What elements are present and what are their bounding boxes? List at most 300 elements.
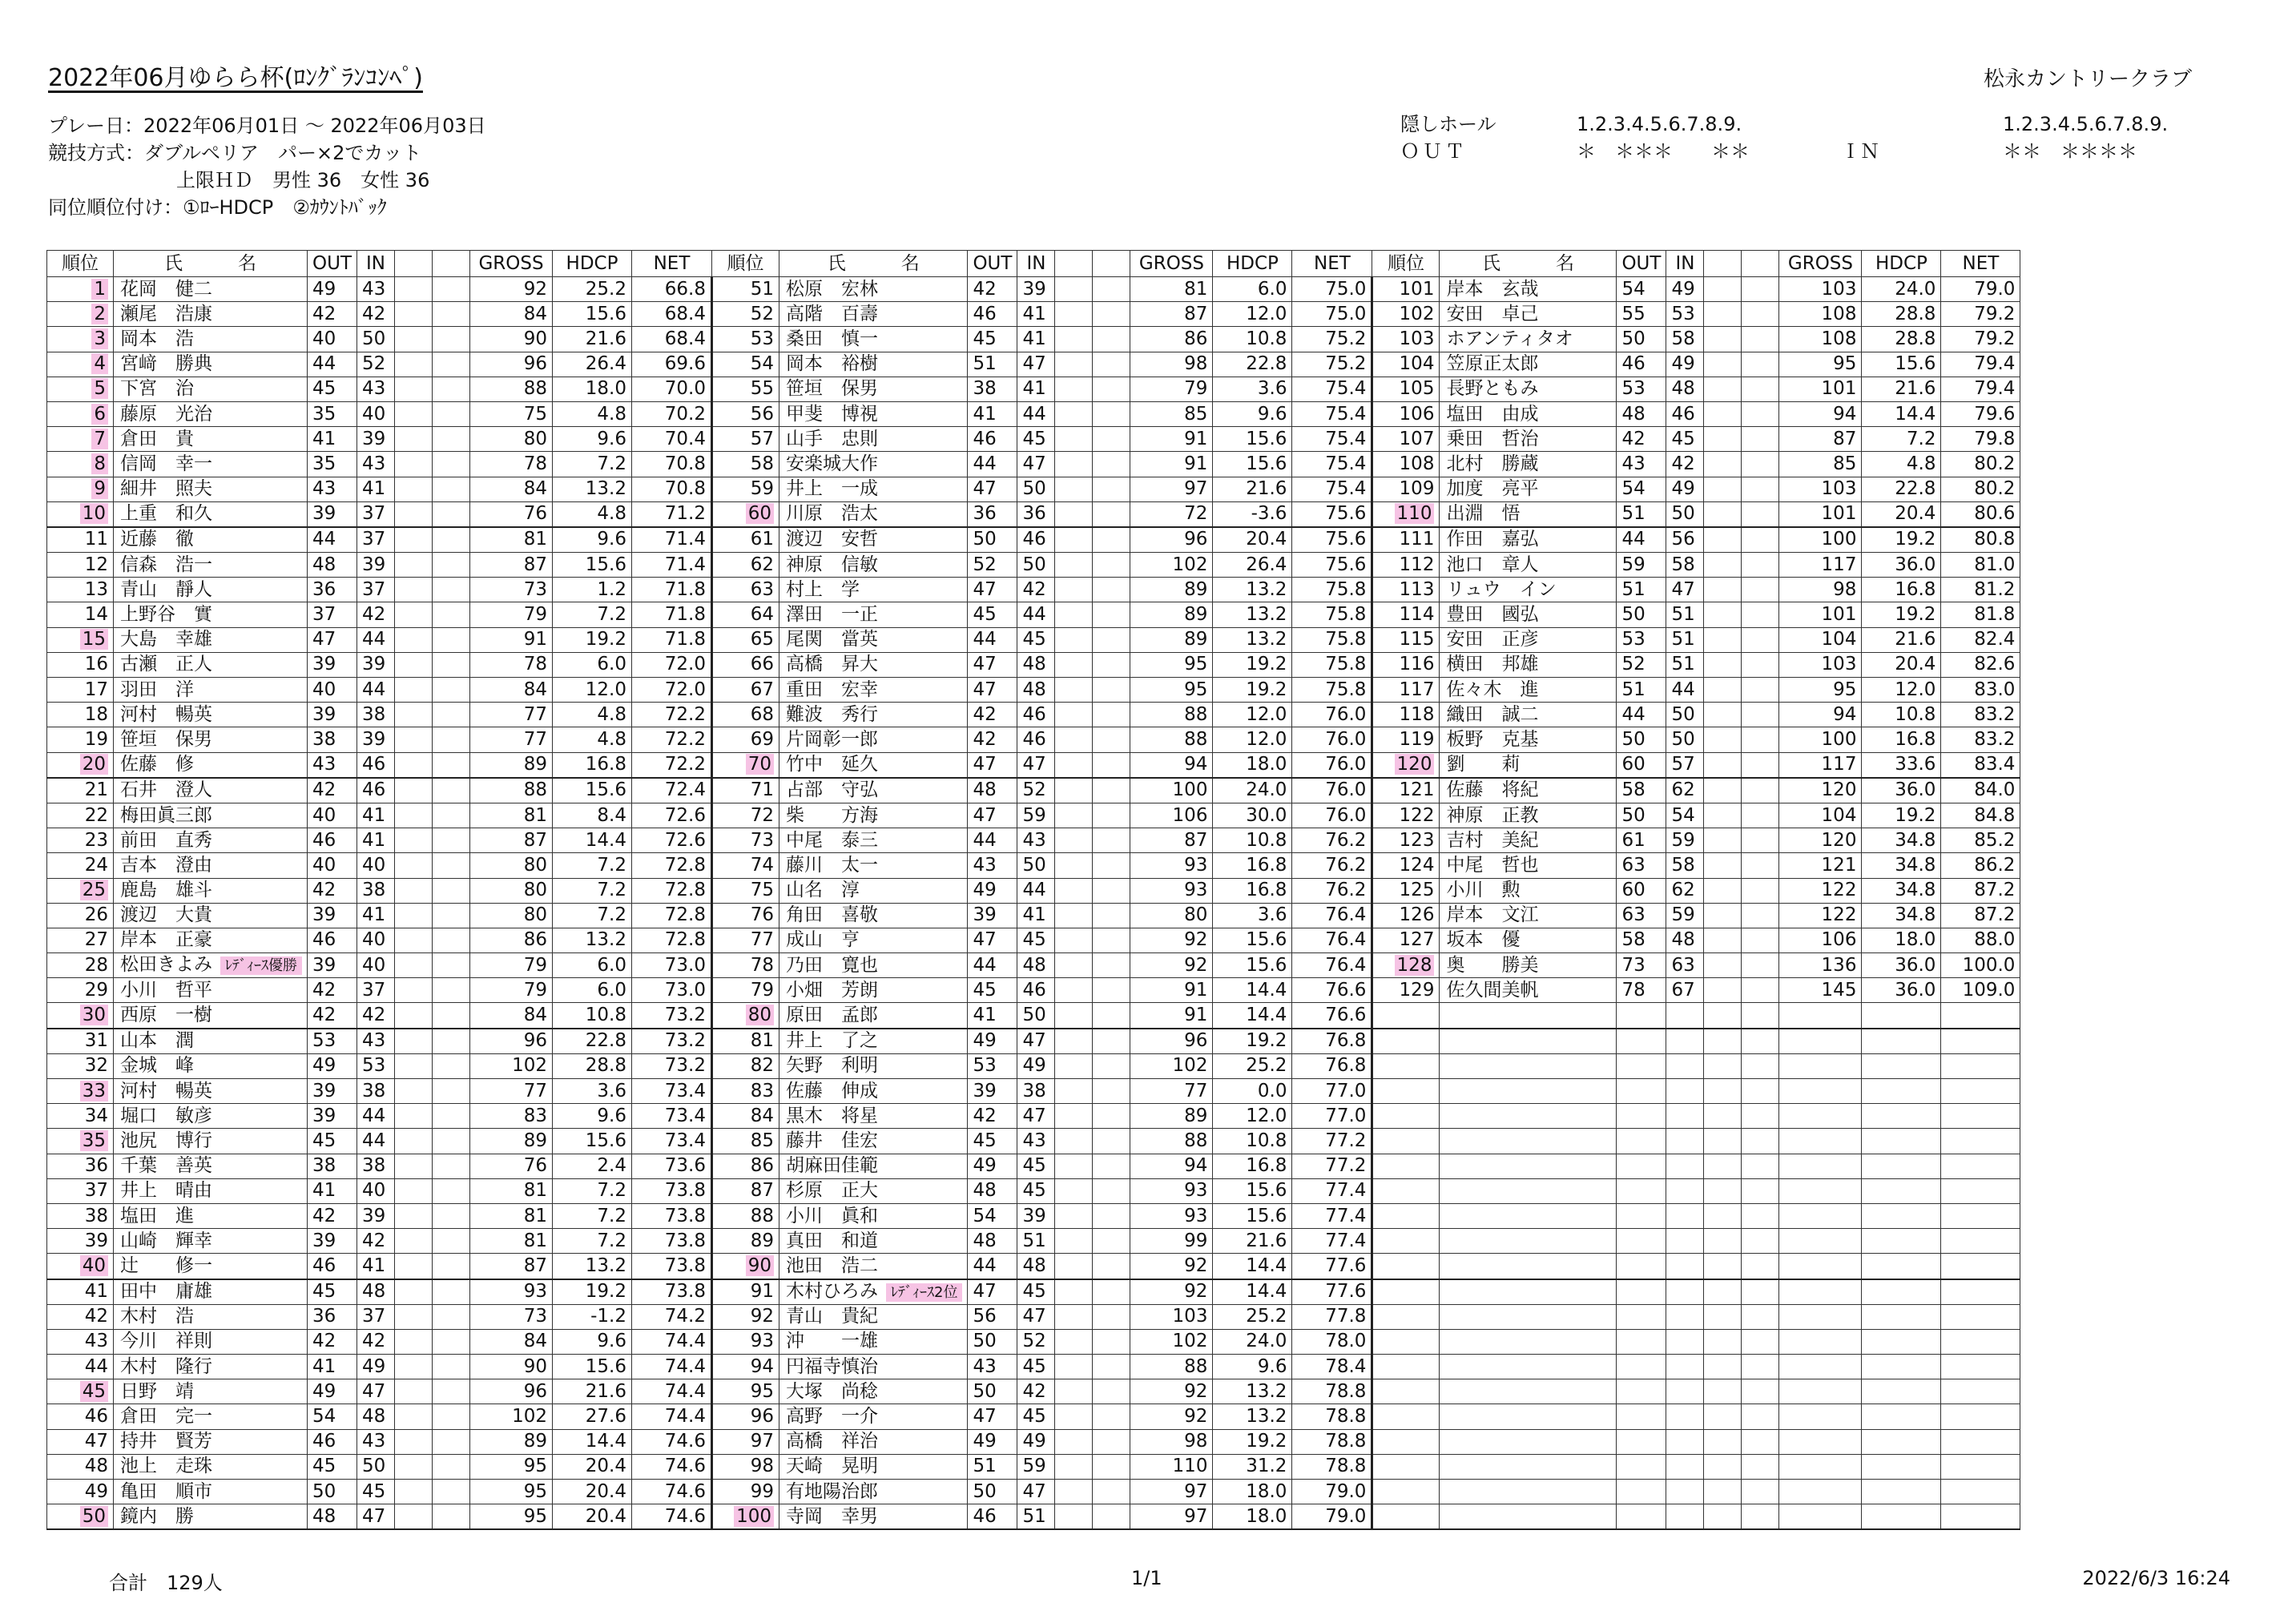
hdcp-cell: [1213, 327, 1292, 352]
player-name-cell: [1440, 1129, 1617, 1154]
gross-score-cell: [1779, 727, 1862, 752]
out-score-cell: [968, 452, 1017, 477]
rank-cell-text: 127: [1399, 929, 1435, 951]
out-score-cell: [968, 1154, 1017, 1178]
hdcp-cell-text: 20.4: [1895, 654, 1936, 675]
hdcp-cell-text: 34.8: [1895, 829, 1936, 851]
gross-score-cell: [1130, 928, 1213, 952]
blank-cell: [395, 903, 433, 928]
rank-cell: [1372, 953, 1440, 978]
gross-score-cell-text: 93: [1184, 880, 1208, 901]
net-score-cell-text: 75.2: [1325, 353, 1367, 375]
results-header-row: [47, 251, 2020, 277]
player-name-cell: [114, 1129, 308, 1154]
net-score-cell: [1941, 602, 2020, 627]
blank-cell: [395, 627, 433, 652]
blank-cell: [433, 1504, 470, 1530]
out-score-cell: [968, 1379, 1017, 1404]
hdcp-cell-text: 12.0: [1246, 303, 1287, 324]
in-score-cell-text: 67: [1671, 979, 1695, 1001]
player-name-cell-text: 横田 邦雄: [1446, 654, 1539, 675]
rank-cell-text: 49: [84, 1480, 108, 1502]
net-score-cell: [632, 1379, 712, 1404]
rank-cell-text: 87: [750, 1180, 774, 1202]
net-score-cell: [1292, 1129, 1372, 1154]
highlighted-rank: 9: [91, 478, 108, 499]
net-score-cell-text: 75.4: [1325, 478, 1367, 500]
net-score-cell: [1292, 778, 1372, 803]
player-name-cell: [779, 477, 968, 501]
blank-cell: [433, 703, 470, 727]
net-score-cell: [1941, 377, 2020, 401]
blank-column-header: [1742, 251, 1779, 277]
in-score-cell-text: 54: [1671, 804, 1695, 826]
in-score-cell: [1017, 1079, 1055, 1104]
net-score-cell-text: 69.6: [664, 353, 706, 375]
gross-score-cell: [1779, 553, 1862, 578]
gross-score-cell: [470, 452, 553, 477]
net-score-cell: [632, 1254, 712, 1279]
out-score-cell-text: 50: [1621, 728, 1645, 750]
net-score-cell-text: 76.2: [1325, 854, 1367, 876]
out-score-cell: [968, 501, 1017, 527]
in-score-cell: [1017, 553, 1055, 578]
in-score-cell: [357, 427, 395, 452]
net-score-cell: [1941, 953, 2020, 978]
blank-cell: [1055, 327, 1093, 352]
out-holes: 1.2.3.4.5.6.7.8.9.: [1577, 113, 1742, 135]
hdcp-cell: [553, 1053, 632, 1078]
net-score-cell: [632, 778, 712, 803]
rank-cell-text: 22: [84, 804, 108, 826]
blank-cell: [1093, 602, 1130, 627]
hdcp-cell-text: 13.2: [585, 929, 626, 951]
gross-score-cell: [470, 1129, 553, 1154]
blank-cell: [395, 1129, 433, 1154]
out-score-cell-text: 41: [973, 1005, 997, 1026]
net-score-cell: [1941, 652, 2020, 677]
player-name-cell-text: 倉田 完一: [120, 1406, 212, 1428]
hdcp-cell: [1862, 1254, 1941, 1279]
out-score-cell-text: 39: [312, 654, 336, 675]
rank-cell-text: 102: [1399, 303, 1435, 324]
in-score-cell-text: 50: [362, 328, 386, 349]
rank-cell: [712, 652, 779, 677]
rank-cell: [1372, 627, 1440, 652]
net-score-cell-text: 80.2: [1974, 478, 2016, 500]
out-score-cell-text: 51: [1621, 503, 1645, 525]
out-score-cell-text: 49: [973, 1155, 997, 1177]
player-name-cell-text: 岡本 裕樹: [786, 353, 878, 375]
hdcp-cell-text: 15.6: [1246, 1180, 1287, 1202]
in-score-cell-text: 39: [362, 554, 386, 575]
rank-cell: [1372, 277, 1440, 302]
in-score-cell: [1666, 427, 1704, 452]
player-name-cell-text: 井上 晴由: [120, 1180, 212, 1202]
out-score-cell-text: 49: [312, 1055, 336, 1077]
player-name-cell: [114, 1480, 308, 1504]
out-score-cell-text: 53: [1621, 378, 1645, 400]
out-score-cell-text: 43: [312, 478, 336, 500]
out-score-cell: [308, 1203, 357, 1228]
blank-cell: [1704, 1053, 1742, 1078]
in-score-cell-text: 40: [362, 854, 386, 876]
blank-cell: [1742, 1404, 1779, 1429]
table-row: [47, 452, 2020, 477]
blank-cell: [1742, 327, 1779, 352]
blank-cell: [395, 1379, 433, 1404]
player-name-cell: [114, 803, 308, 828]
hdcp-cell-text: 19.2: [1895, 604, 1936, 626]
gross-score-cell: [1779, 277, 1862, 302]
player-name-cell-text: 笹垣 保男: [120, 728, 212, 750]
net-score-cell: [1292, 752, 1372, 778]
hdcp-cell-text: 4.8: [1906, 453, 1936, 474]
out-score-cell: [968, 953, 1017, 978]
net-score-cell: [632, 401, 712, 426]
gross-score-cell: [470, 1304, 553, 1329]
in-score-cell-text: 49: [1022, 1055, 1046, 1077]
blank-cell: [1742, 727, 1779, 752]
player-name-cell: [779, 1254, 968, 1279]
gross-score-cell-text: 75: [523, 403, 547, 425]
in-score-cell: [1666, 1003, 1704, 1029]
net-score-cell-text: 73.8: [664, 1230, 706, 1251]
in-score-cell: [1017, 953, 1055, 978]
net-score-cell: [1941, 1480, 2020, 1504]
in-score-cell: [1666, 1429, 1704, 1454]
player-name-cell: [779, 1229, 968, 1254]
blank-cell: [395, 1355, 433, 1379]
player-name-cell: [779, 652, 968, 677]
gross-score-cell-text: 108: [1821, 328, 1857, 349]
gross-score-cell-text: 98: [1184, 353, 1208, 375]
hdcp-cell: [1862, 1379, 1941, 1404]
hdcp-cell: [553, 928, 632, 952]
in-score-cell-text: 47: [362, 1505, 386, 1527]
player-name-cell: [779, 277, 968, 302]
blank-column-header: [433, 251, 470, 277]
gross-score-cell-text: 102: [1172, 554, 1208, 575]
hdcp-cell-text: 15.6: [1246, 1205, 1287, 1226]
in-score-cell: [1017, 452, 1055, 477]
hdcp-cell: [1862, 1154, 1941, 1178]
out-score-cell: [308, 1129, 357, 1154]
player-name-cell: [1440, 1003, 1617, 1029]
player-name-cell-text: 成山 亨: [786, 929, 860, 951]
hdcp-cell: [553, 553, 632, 578]
gross-score-cell: [1779, 1429, 1862, 1454]
table-row: [47, 678, 2020, 703]
hdcp-cell-text: 24.0: [1895, 278, 1936, 300]
in-score-cell: [1017, 652, 1055, 677]
player-name-cell-text: 佐久間美帆: [1446, 979, 1539, 1001]
player-name-cell: [114, 1154, 308, 1178]
out-score-cell-text: 39: [312, 904, 336, 926]
player-name-cell: [779, 1154, 968, 1178]
player-name-cell: [779, 828, 968, 853]
out-score-cell: [1617, 1329, 1666, 1354]
player-name-cell: [779, 501, 968, 527]
net-score-cell-text: 74.4: [664, 1355, 706, 1377]
player-name-cell-text: 安田 正彦: [1446, 629, 1539, 650]
blank-cell: [1742, 1379, 1779, 1404]
out-score-cell: [968, 477, 1017, 501]
player-name-cell: [114, 352, 308, 377]
tiebreak-rule: 同位順位付け：①ﾛｰHDCP ②ｶｳﾝﾄﾊﾞｯｸ: [48, 196, 387, 219]
gross-score-cell-text: 93: [1184, 1205, 1208, 1226]
blank-column-header: [1093, 251, 1130, 277]
hdcp-cell-text: 21.6: [1246, 478, 1287, 500]
blank-cell: [1055, 477, 1093, 501]
out-score-cell: [968, 527, 1017, 553]
blank-cell: [1093, 1355, 1130, 1379]
net-score-cell-text: 76.0: [1325, 703, 1367, 725]
in-score-cell: [1666, 401, 1704, 426]
out-score-cell: [308, 1429, 357, 1454]
out-score-cell-text: 42: [312, 880, 336, 901]
net-score-cell-text: 71.2: [664, 503, 706, 525]
in-score-cell: [357, 277, 395, 302]
column-header-net: NET: [1292, 251, 1372, 277]
rank-cell-text: 82: [750, 1055, 774, 1077]
player-name-cell: [779, 853, 968, 878]
net-score-cell: [1941, 452, 2020, 477]
net-score-cell-text: 76.4: [1325, 904, 1367, 926]
net-score-cell: [1292, 527, 1372, 553]
in-score-cell: [1017, 878, 1055, 903]
in-score-cell: [357, 878, 395, 903]
rank-cell-text: 105: [1399, 378, 1435, 400]
blank-cell: [1093, 1203, 1130, 1228]
blank-cell: [1742, 277, 1779, 302]
gross-score-cell-text: 110: [1172, 1456, 1208, 1477]
out-score-cell-text: 50: [1621, 804, 1645, 826]
blank-cell: [395, 302, 433, 327]
in-score-cell-text: 51: [1671, 654, 1695, 675]
blank-cell: [1055, 1480, 1093, 1504]
in-score-cell-text: 62: [1671, 779, 1695, 801]
player-name-cell: [114, 978, 308, 1003]
net-score-cell: [632, 828, 712, 853]
blank-cell: [433, 327, 470, 352]
hdcp-cell: [553, 1504, 632, 1530]
out-score-cell: [1617, 1429, 1666, 1454]
in-score-cell-text: 44: [1022, 604, 1046, 626]
in-score-cell-text: 39: [362, 1205, 386, 1226]
column-header-in: IN: [357, 251, 395, 277]
gross-score-cell: [1779, 878, 1862, 903]
out-score-cell: [968, 352, 1017, 377]
rank-cell: [47, 477, 114, 501]
blank-cell: [1742, 903, 1779, 928]
rank-cell: [712, 302, 779, 327]
out-score-cell: [308, 477, 357, 501]
gross-score-cell-text: 77: [523, 728, 547, 750]
gross-score-cell: [1779, 401, 1862, 426]
in-score-cell: [1017, 327, 1055, 352]
table-row: [47, 578, 2020, 602]
hdcp-cell-text: 9.6: [1257, 1355, 1287, 1377]
blank-cell: [433, 1003, 470, 1029]
net-score-cell-text: 72.6: [664, 829, 706, 851]
highlighted-rank: 35: [80, 1130, 108, 1151]
gross-score-cell-text: 85: [1184, 403, 1208, 425]
highlighted-rank: 2: [91, 304, 108, 324]
hdcp-cell: [553, 1154, 632, 1178]
hdcp-cell: [553, 1454, 632, 1479]
blank-cell: [1093, 1254, 1130, 1279]
player-name-cell-text: 信森 浩一: [120, 554, 212, 575]
hdcp-cell: [553, 1254, 632, 1279]
rank-cell-text: 26: [84, 904, 108, 926]
out-score-cell: [1617, 1203, 1666, 1228]
hdcp-cell-text: 15.6: [585, 779, 626, 801]
blank-cell: [395, 1003, 433, 1029]
net-score-cell-text: 71.8: [664, 578, 706, 600]
gross-score-cell-text: 88: [1184, 703, 1208, 725]
hdcp-cell-text: 36.0: [1895, 954, 1936, 976]
in-score-cell-text: 42: [362, 303, 386, 324]
gross-score-cell-text: 104: [1821, 804, 1857, 826]
in-score-cell-text: 42: [1022, 578, 1046, 600]
hdcp-cell-text: 20.4: [585, 1456, 626, 1477]
rank-cell-text: 111: [1399, 529, 1435, 550]
out-score-cell: [1617, 652, 1666, 677]
net-score-cell: [632, 1355, 712, 1379]
rank-cell-text: 99: [750, 1480, 774, 1502]
rank-cell: [47, 501, 114, 527]
out-score-cell-text: 39: [312, 1105, 336, 1126]
net-score-cell-text: 86.2: [1974, 854, 2016, 876]
rank-cell: [712, 1104, 779, 1129]
hdcp-cell: [1213, 553, 1292, 578]
hidden-holes: [1400, 111, 2201, 167]
player-name-cell-text: 前田 直秀: [120, 829, 212, 851]
in-score-cell: [1666, 327, 1704, 352]
net-score-cell: [1292, 1178, 1372, 1203]
player-name-cell: [1440, 602, 1617, 627]
rank-cell-text: 73: [750, 829, 774, 851]
out-score-cell-text: 39: [312, 503, 336, 525]
player-name-cell-text: 近藤 徹: [120, 529, 194, 550]
hdcp-cell: [553, 1404, 632, 1429]
out-score-cell: [1617, 1029, 1666, 1054]
in-score-cell: [1666, 627, 1704, 652]
player-name-cell: [779, 1454, 968, 1479]
player-name-cell-text: 沖 一雄: [786, 1331, 878, 1352]
out-score-cell-text: 42: [973, 1105, 997, 1126]
hdcp-cell-text: 20.4: [585, 1480, 626, 1502]
column-header-hdcp: HDCP: [1213, 251, 1292, 277]
blank-cell: [433, 1178, 470, 1203]
rank-cell: [1372, 978, 1440, 1003]
rank-cell: [47, 1355, 114, 1379]
gross-score-cell-text: 92: [1184, 1406, 1208, 1428]
hdcp-cell-text: 13.2: [1246, 1380, 1287, 1402]
net-score-cell-text: 76.4: [1325, 929, 1367, 951]
player-name-cell: [779, 978, 968, 1003]
blank-cell: [395, 1079, 433, 1104]
blank-cell: [433, 1079, 470, 1104]
gross-score-cell: [1779, 1203, 1862, 1228]
player-name-cell-text: 笠原正太郎: [1446, 353, 1539, 375]
net-score-cell: [1941, 752, 2020, 778]
out-score-cell-text: 36: [312, 578, 336, 600]
in-score-cell-text: 48: [1022, 679, 1046, 700]
net-score-cell: [1292, 501, 1372, 527]
out-score-cell-text: 43: [973, 1355, 997, 1377]
net-score-cell: [1292, 1404, 1372, 1429]
hdcp-cell-text: 9.6: [597, 1331, 626, 1352]
net-score-cell-text: 79.2: [1974, 328, 2016, 349]
rank-cell-text: 121: [1399, 779, 1435, 801]
gross-score-cell: [1779, 703, 1862, 727]
net-score-cell: [1941, 553, 2020, 578]
hdcp-cell: [1862, 602, 1941, 627]
out-score-cell-text: 53: [312, 1030, 336, 1052]
in-holes: 1.2.3.4.5.6.7.8.9.: [2003, 113, 2169, 135]
player-name-cell: [779, 1379, 968, 1404]
hdcp-cell: [1213, 1279, 1292, 1305]
gross-score-cell-text: 117: [1821, 754, 1857, 775]
rank-cell-text: 113: [1399, 578, 1435, 600]
in-score-cell-text: 45: [1022, 1406, 1046, 1428]
rank-cell-text: 34: [84, 1105, 108, 1126]
player-name-cell-text: 奥 勝美: [1446, 954, 1539, 976]
gross-score-cell: [470, 477, 553, 501]
net-score-cell-text: 72.8: [664, 929, 706, 951]
player-name-cell: [1440, 352, 1617, 377]
in-score-cell-text: 42: [362, 604, 386, 626]
net-score-cell-text: 72.2: [664, 754, 706, 775]
in-score-cell: [1017, 1003, 1055, 1029]
hdcp-cell-text: 4.8: [597, 703, 626, 725]
out-score-cell: [968, 727, 1017, 752]
blank-cell: [1704, 1304, 1742, 1329]
out-score-cell: [308, 903, 357, 928]
player-name-cell: [114, 501, 308, 527]
in-score-cell: [1666, 1355, 1704, 1379]
blank-cell: [1093, 477, 1130, 501]
net-score-cell-text: 73.0: [664, 979, 706, 1001]
blank-cell: [1055, 1254, 1093, 1279]
in-score-cell: [1666, 803, 1704, 828]
in-score-cell-text: 53: [362, 1055, 386, 1077]
in-score-cell-text: 59: [1022, 804, 1046, 826]
net-score-cell-text: 78.4: [1325, 1355, 1367, 1377]
out-score-cell: [1617, 803, 1666, 828]
rank-cell-text: 14: [84, 604, 108, 626]
in-score-cell: [357, 602, 395, 627]
out-score-cell: [308, 953, 357, 978]
hdcp-cell: [1862, 1029, 1941, 1054]
blank-cell: [1093, 1504, 1130, 1530]
hdcp-cell: [1862, 1454, 1941, 1479]
gross-score-cell: [1130, 1003, 1213, 1029]
hdcp-cell-text: 16.8: [1895, 728, 1936, 750]
player-name-cell-text: 池田 浩二: [786, 1255, 878, 1276]
rank-cell: [47, 401, 114, 426]
hdcp-cell: [553, 1355, 632, 1379]
out-score-cell: [308, 1254, 357, 1279]
hdcp-cell-text: 25.2: [1246, 1055, 1287, 1077]
blank-cell: [1055, 1053, 1093, 1078]
out-score-cell-text: 47: [973, 679, 997, 700]
hdcp-cell-text: 16.8: [1895, 578, 1936, 600]
gross-score-cell: [1130, 1379, 1213, 1404]
out-score-cell: [308, 401, 357, 426]
